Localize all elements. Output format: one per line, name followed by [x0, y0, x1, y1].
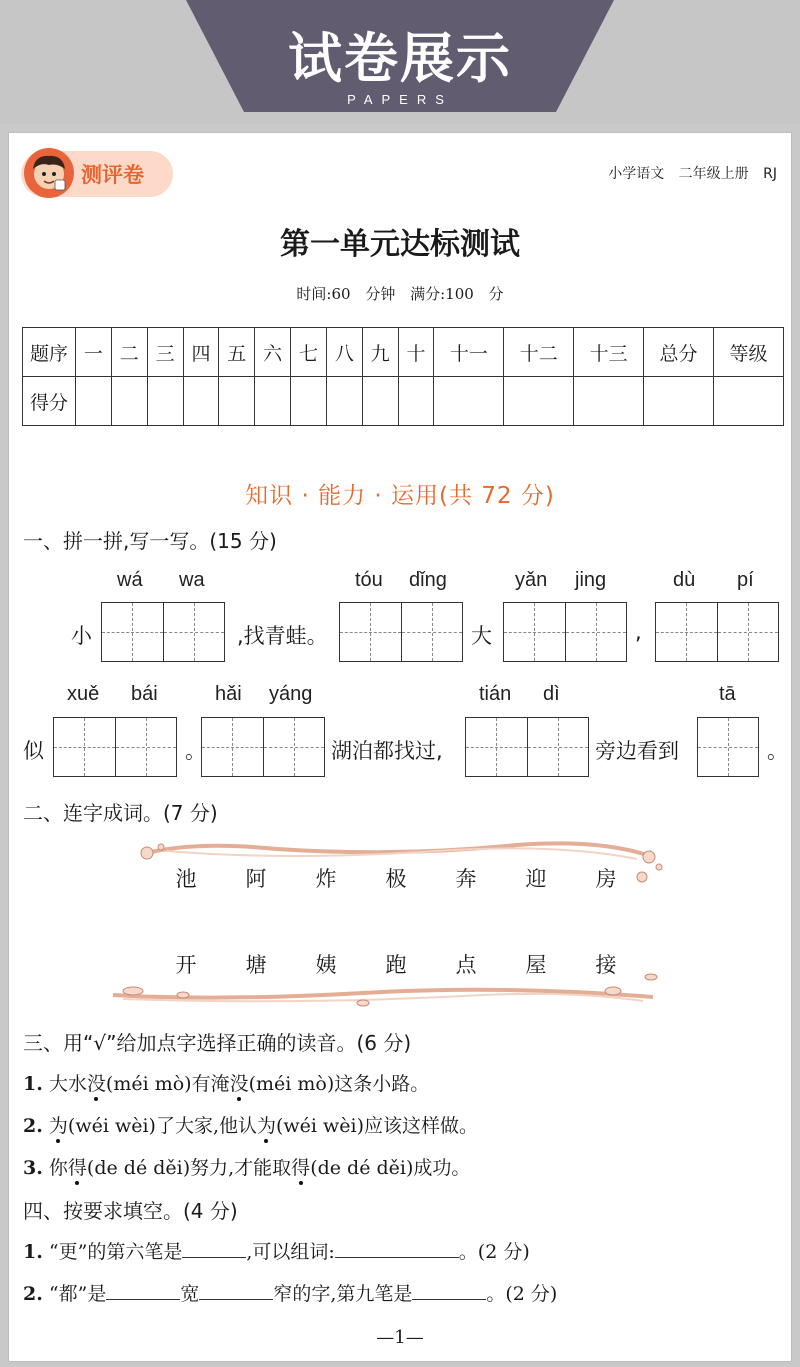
pinyin: wá [117, 569, 143, 591]
q1-title: 一、拼一拼,写一写。(15 分) [23, 529, 277, 553]
student-avatar-icon [23, 147, 75, 199]
score-cell[interactable] [291, 377, 327, 426]
col-head: 总分 [644, 328, 714, 377]
paper-subtitle: 时间:60 分钟 满分:100 分 [296, 285, 504, 303]
banner-title: 试卷展示 [288, 27, 512, 90]
word-char[interactable]: 跑 [385, 953, 407, 977]
pinyin: tóu [355, 569, 383, 591]
pinyin: hǎi [215, 683, 242, 705]
q1-text: ,找青蛙。 [237, 624, 328, 648]
item-text: 你 [48, 1157, 68, 1179]
word-char[interactable]: 接 [595, 953, 617, 977]
answer-blank[interactable] [182, 1239, 246, 1258]
pinyin: yǎn [515, 569, 548, 591]
item-text: 窄的字,第九笔是 [273, 1283, 413, 1305]
banner-subtitle: PAPERS [347, 92, 453, 107]
q2-title: 二、连字成词。(7 分) [23, 801, 218, 825]
score-cell[interactable] [504, 377, 574, 426]
exam-paper [8, 132, 792, 1362]
score-cell[interactable] [326, 377, 362, 426]
item-text[interactable]: (de dé děi)成功。 [310, 1157, 471, 1179]
pinyin: bái [131, 683, 158, 705]
dotted-char: 为 [256, 1115, 276, 1137]
answer-blank[interactable] [335, 1239, 459, 1258]
score-cell[interactable] [434, 377, 504, 426]
item-text: 宽 [180, 1283, 200, 1305]
pinyin: pí [737, 569, 754, 591]
col-head: 十一 [434, 328, 504, 377]
q1-text: 湖泊都找过, [331, 739, 443, 763]
item-text[interactable]: (wéi wèi)了大家,他认 [67, 1115, 257, 1137]
pinyin: wa [179, 569, 205, 591]
score-cell[interactable] [362, 377, 398, 426]
q4-title: 四、按要求填空。(4 分) [23, 1199, 238, 1223]
item-text: “都”是 [48, 1283, 107, 1305]
writing-grid[interactable] [339, 602, 463, 662]
pinyin: tā [719, 683, 736, 705]
q1-text: 。 [767, 739, 788, 763]
item-number: 3. [23, 1157, 43, 1179]
q1-text: , [635, 620, 642, 644]
col-head: 八 [326, 328, 362, 377]
section-title: 知识 · 能力 · 运用(共 72 分) [245, 483, 555, 509]
score-cell[interactable] [147, 377, 183, 426]
q3-item-1 [23, 1069, 429, 1096]
item-number: 2. [23, 1115, 43, 1137]
score-cell[interactable] [76, 377, 112, 426]
pinyin: dǐng [409, 569, 447, 591]
q4-item-2 [23, 1279, 557, 1306]
q3-item-3 [23, 1153, 470, 1180]
pinyin: yáng [269, 683, 313, 705]
word-char[interactable]: 塘 [245, 953, 267, 977]
score-table [22, 327, 784, 426]
answer-blank[interactable] [412, 1281, 486, 1300]
q1-text: 似 [23, 739, 44, 763]
word-char[interactable]: 姨 [315, 953, 337, 977]
score-cell[interactable] [398, 377, 434, 426]
writing-grid[interactable] [53, 717, 177, 777]
word-char[interactable]: 房 [595, 867, 617, 891]
header-info: 小学语文 二年级上册 RJ [608, 166, 777, 182]
score-table-row-order [23, 328, 784, 377]
item-text: “更”的第六笔是 [48, 1241, 183, 1263]
top-banner [0, 0, 800, 124]
item-text[interactable]: (méi mò)有淹 [105, 1073, 230, 1095]
writing-grid[interactable] [101, 602, 225, 662]
word-char[interactable]: 屋 [525, 953, 547, 977]
pinyin: jing [575, 569, 607, 591]
writing-grid[interactable] [697, 717, 759, 777]
score-cell[interactable] [574, 377, 644, 426]
col-head: 二 [111, 328, 147, 377]
q3-item-2 [23, 1111, 478, 1138]
dotted-char: 得 [291, 1157, 311, 1179]
item-number: 1. [23, 1073, 43, 1095]
score-cell[interactable] [255, 377, 291, 426]
writing-grid[interactable] [503, 602, 627, 662]
col-head: 十三 [574, 328, 644, 377]
q3-title: 三、用“√”给加点字选择正确的读音。(6 分) [23, 1031, 412, 1055]
word-char[interactable]: 极 [385, 867, 407, 891]
pinyin: dù [673, 569, 696, 591]
item-number: 2. [23, 1283, 43, 1305]
word-char[interactable]: 炸 [315, 867, 337, 891]
score-cell[interactable] [111, 377, 147, 426]
col-head: 五 [219, 328, 255, 377]
dotted-char: 没 [86, 1073, 106, 1095]
col-head: 一 [76, 328, 112, 377]
word-char[interactable]: 池 [175, 867, 197, 891]
word-char[interactable]: 阿 [245, 867, 267, 891]
col-head: 三 [147, 328, 183, 377]
writing-grid[interactable] [201, 717, 325, 777]
answer-blank[interactable] [106, 1281, 180, 1300]
decorative-ribbon-bottom [103, 969, 663, 1009]
word-char[interactable]: 开 [175, 953, 197, 977]
pinyin: xuě [67, 683, 100, 705]
score-table-row-score [23, 377, 784, 426]
item-text[interactable]: (wéi wèi)应该这样做。 [276, 1115, 479, 1137]
item-text: 大水 [48, 1073, 87, 1095]
word-char[interactable]: 迎 [525, 867, 547, 891]
row-head-score: 得分 [23, 377, 76, 426]
writing-grid[interactable] [655, 602, 779, 662]
col-head: 十二 [504, 328, 574, 377]
item-text[interactable]: (de dé děi)努力,才能取 [86, 1157, 292, 1179]
page-number: —1— [376, 1327, 424, 1348]
q4-item-1 [23, 1237, 530, 1264]
item-text: ,可以组词: [246, 1241, 335, 1263]
col-head: 六 [255, 328, 291, 377]
word-char[interactable]: 点 [455, 953, 477, 977]
item-text[interactable]: (méi mò)这条小路。 [248, 1073, 430, 1095]
item-number: 1. [23, 1241, 43, 1263]
score-cell[interactable] [183, 377, 219, 426]
dotted-char: 得 [67, 1157, 87, 1179]
score-cell[interactable] [644, 377, 714, 426]
answer-blank[interactable] [199, 1281, 273, 1300]
q1-text: 小 [71, 624, 92, 648]
score-cell[interactable] [219, 377, 255, 426]
col-head: 十 [398, 328, 434, 377]
col-head: 七 [291, 328, 327, 377]
paper-title: 第一单元达标测试 [280, 227, 520, 262]
score-cell[interactable] [713, 377, 783, 426]
char-row-top [151, 863, 641, 893]
q1-text: 。 [185, 739, 206, 763]
row-head-order: 题序 [23, 328, 76, 377]
badge-label: 测评卷 [81, 163, 144, 187]
q1-text: 旁边看到 [595, 739, 679, 763]
col-head: 等级 [713, 328, 783, 377]
writing-grid[interactable] [465, 717, 589, 777]
item-text: 。(2 分) [458, 1241, 530, 1263]
col-head: 九 [362, 328, 398, 377]
dotted-char: 为 [48, 1115, 68, 1137]
pinyin: dì [543, 683, 560, 705]
col-head: 四 [183, 328, 219, 377]
word-char[interactable]: 奔 [455, 867, 477, 891]
item-text: 。(2 分) [486, 1283, 558, 1305]
q1-text: 大 [471, 624, 492, 648]
dotted-char: 没 [229, 1073, 249, 1095]
pinyin: tián [479, 683, 512, 705]
